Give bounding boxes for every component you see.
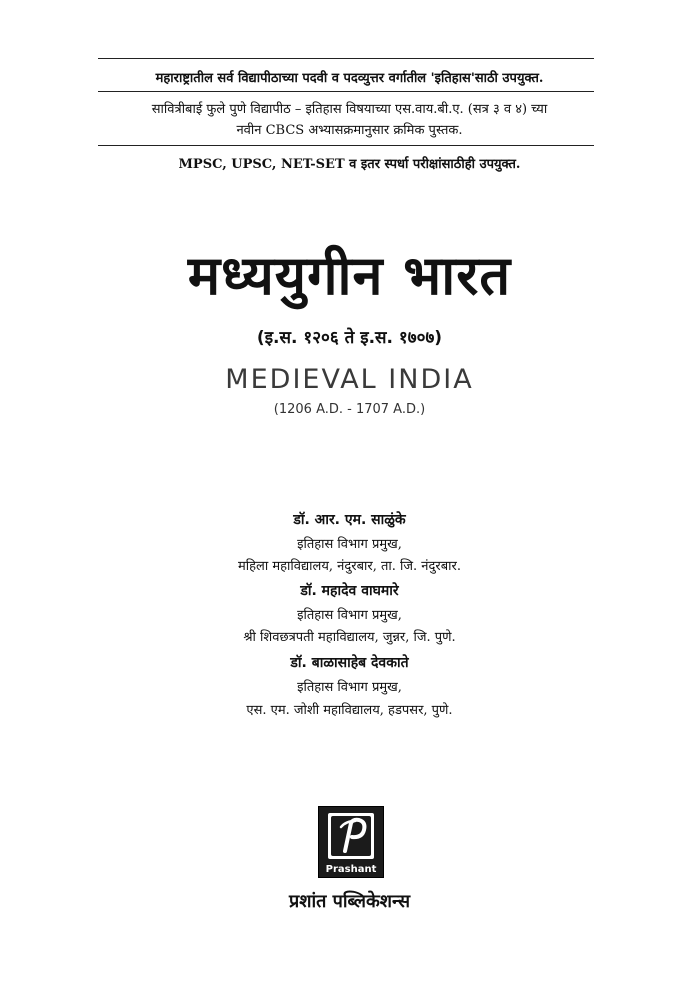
author-institution: श्री शिवछत्रपती महाविद्यालय, जुन्नर, जि. पुणे. [243, 630, 456, 645]
author-name: डॉ. बाळासाहेब देवकाते [290, 655, 409, 671]
author-name: डॉ. आर. एम. साळुंके [293, 512, 406, 528]
header-line-syllabus: सावित्रीबाई फुले पुणे विद्यापीठ – इतिहास विषयाच्या एस.वाय.बी.ए. (सत्र ३ व ४) च्या [151, 102, 548, 117]
author-institution: एस. एम. जोशी महाविद्यालय, हडपसर, पुणे. [246, 703, 453, 718]
header-line-cbcs: नवीन CBCS अभ्यासक्रमानुसार क्रमिक पुस्तक. [236, 123, 463, 138]
author-designation: इतिहास विभाग प्रमुख, [297, 680, 402, 695]
book-title-marathi: मध्ययुगीन भारत [187, 244, 512, 307]
book-period-english: (1206 A.D. - 1707 A.D.) [273, 402, 426, 417]
header-line-universities: महाराष्ट्रातील सर्व विद्यापीठाच्या पदवी व पदव्युत्तर वर्गातील 'इतिहास'साठी उपयुक्त. [155, 71, 544, 86]
publisher-name: प्रशांत पब्लिकेशन्स [288, 891, 411, 912]
header-top-rule [98, 58, 594, 59]
publisher-logo [318, 806, 384, 878]
author-institution: महिला महाविद्यालय, नंदुरबार, ता. जि. नंदुरबार. [238, 559, 461, 574]
header-divider-2 [98, 145, 594, 146]
publisher-logo-label: Prashant [325, 864, 377, 875]
header-line-exams: MPSC, UPSC, NET-SET व इतर स्पर्धा परीक्षांसाठीही उपयुक्त. [178, 157, 521, 172]
book-title-english: MEDIEVAL INDIA [225, 364, 474, 395]
author-name: डॉ. महादेव वाघमारे [300, 583, 399, 599]
author-designation: इतिहास विभाग प्रमुख, [297, 608, 402, 623]
author-designation: इतिहास विभाग प्रमुख, [297, 537, 402, 552]
book-period-marathi: (इ.स. १२०६ ते इ.स. १७०७) [256, 328, 443, 348]
publisher-p-emblem-icon [319, 807, 383, 863]
header-divider-1 [98, 91, 594, 92]
